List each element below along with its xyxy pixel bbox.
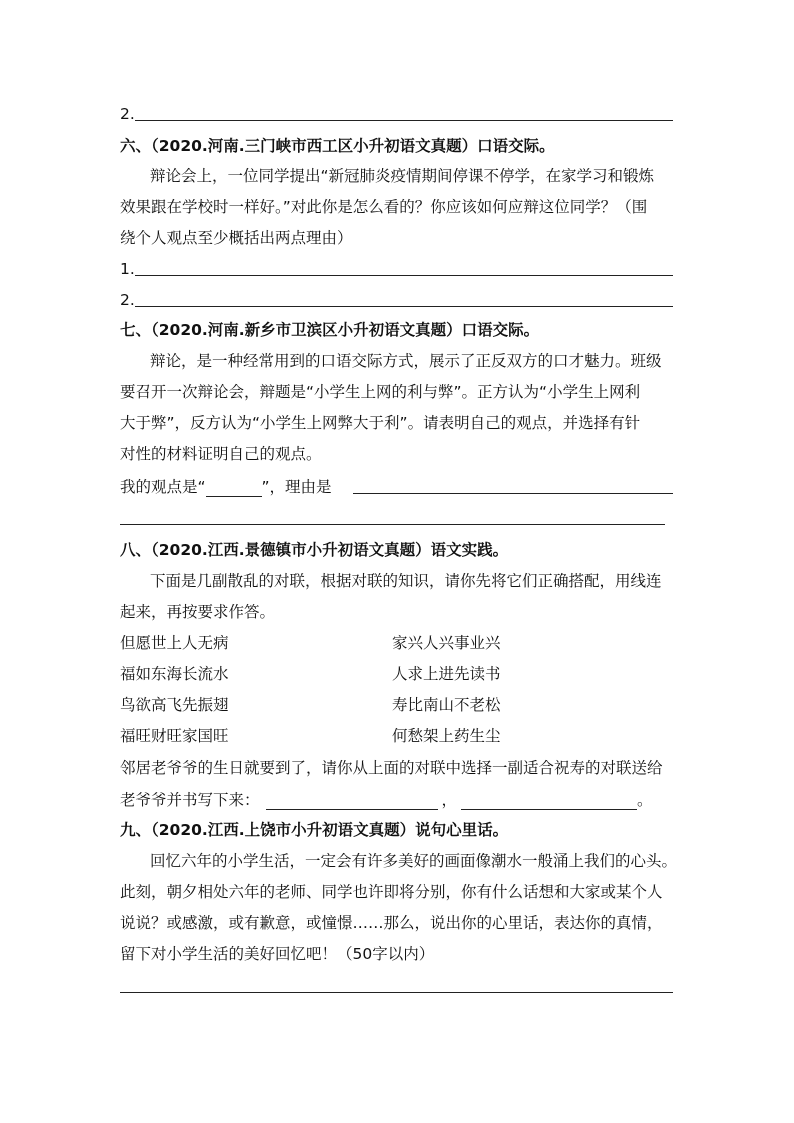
paragraph-line: 此刻，朝夕相处六年的老师、同学也许即将分别，你有什么话想和大家或某个人	[120, 883, 663, 901]
couplet-answer-line	[120, 790, 653, 810]
opinion-reason-label: ”，理由是	[261, 478, 332, 496]
couplet-left[interactable]: 但愿世上人无病	[120, 634, 229, 652]
couplet-right[interactable]: 寿比南山不老松	[392, 696, 501, 714]
paragraph-line: 对性的材料证明自己的观点。	[120, 445, 322, 463]
couplet-left[interactable]: 福旺财旺家国旺	[120, 727, 229, 745]
opinion-prefix: 我的观点是“	[120, 478, 206, 496]
paragraph-line: 邻居老爷爷的生日就要到了，请你从上面的对联中选择一副适合祝寿的对联送给	[120, 759, 663, 777]
paragraph-line: 效果跟在学校时一样好。”对此你是怎么看的？你应该如何应辩这位同学？（围	[120, 198, 648, 216]
couplet-left[interactable]: 鸟欲高飞先振翅	[120, 696, 229, 714]
section-heading: 七、（2020.河南.新乡市卫滨区小升初语文真题）口语交际。	[120, 321, 540, 339]
answer-line-label: 1.	[120, 260, 135, 278]
paragraph-line: 绕个人观点至少概括出两点理由）	[120, 229, 353, 247]
answer-blank[interactable]	[135, 275, 673, 276]
answer-line-label: 2.	[120, 105, 135, 123]
couplet-right[interactable]: 何愁架上药生尘	[392, 727, 501, 745]
comma: ，	[441, 791, 458, 809]
answer-line-label: 2.	[120, 291, 135, 309]
opinion-blank[interactable]	[206, 480, 262, 497]
paragraph-line: 辩论会上，一位同学提出“新冠肺炎疫情期间停课不停学，在家学习和锻炼	[150, 167, 655, 185]
answer-blank[interactable]	[135, 120, 673, 121]
answer-blank[interactable]	[120, 992, 673, 993]
couplet-right[interactable]: 家兴人兴事业兴	[392, 634, 501, 652]
paragraph-line: 说说？或感激，或有歉意，或憧憬……那么，说出你的心里话，表达你的真情，	[120, 914, 663, 932]
section-heading: 九、（2020.江西.上饶市小升初语文真题）说句心里话。	[120, 821, 509, 839]
couplet-right[interactable]: 人求上进先读书	[392, 665, 501, 683]
paragraph-line: 留下对小学生活的美好回忆吧！（50字以内）	[120, 945, 435, 963]
section-heading: 六、（2020.河南.三门峡市西工区小升初语文真题）口语交际。	[120, 137, 555, 155]
paragraph-line: 要召开一次辩论会，辩题是“小学生上网的利与弊”。正方认为“小学生上网利	[120, 383, 641, 401]
reason-blank[interactable]	[353, 493, 673, 494]
section-heading: 八、（2020.江西.景德镇市小升初语文真题）语文实践。	[120, 541, 509, 559]
couplet-blank-first[interactable]	[266, 793, 438, 810]
answer-blank[interactable]	[135, 306, 673, 307]
paragraph-line: 下面是几副散乱的对联，根据对联的知识，请你先将它们正确搭配，用线连	[150, 572, 662, 590]
couplet-answer-prefix: 老爷爷并书写下来：	[120, 791, 260, 809]
reason-blank-continued[interactable]	[120, 524, 665, 525]
paragraph-line: 辩论，是一种经常用到的口语交际方式，展示了正反双方的口才魅力。班级	[150, 352, 662, 370]
opinion-line	[120, 477, 332, 497]
paragraph-line: 起来，再按要求作答。	[120, 603, 276, 621]
couplet-left[interactable]: 福如东海长流水	[120, 665, 229, 683]
couplet-blank-second[interactable]	[461, 793, 637, 810]
paragraph-line: 回忆六年的小学生活，一定会有许多美好的画面像潮水一般涌上我们的心头。	[150, 852, 678, 870]
paragraph-line: 大于弊”，反方认为“小学生上网弊大于利”。请表明自己的观点，并选择有针	[120, 414, 641, 432]
period: 。	[637, 791, 653, 809]
